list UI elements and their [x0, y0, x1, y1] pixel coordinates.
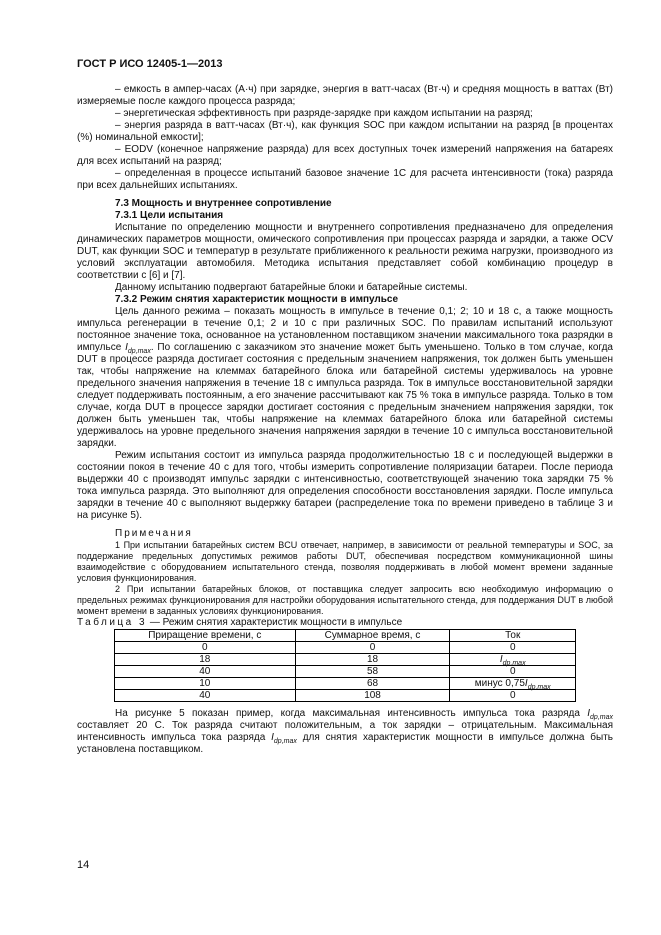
table-header-cell: Суммарное время, с — [295, 630, 450, 642]
table-cell: 0 — [295, 642, 450, 654]
table-header-cell: Приращение времени, с — [115, 630, 296, 642]
paragraph: Испытание по определению мощности и внутреннего сопротивления предназначено для определения динамических параметров мощности, омического сопротивления при процессах разряда и зарядки, а также OCV DUT, как функции SOC и температур в результате приближенного к реальности режима нагрузки, производного из условий эксплуатации автомобиля. Методика испытания представляет собой комбинацию процедур в соответствии с [6] и [7]. — [77, 222, 613, 281]
section-heading-7-3: 7.3 Мощность и внутреннее сопротивление — [115, 198, 332, 209]
paragraph: Режим испытания состоит из импульса разряда продолжительностью 18 с и последующей выдержки в состоянии покоя в течение 40 с для того, чтобы измерить сопротивление поляризации батареи. После периода выдержки 40 с производят импульс зарядки с интенсивностью, соответствующей значению тока зарядки 75 % тока импульса разряда. Это выполняют для определения способности восстановления зарядки. После импульса зарядки в течение 40 с выполняют выдержку батареи (распределение тока по времени приведено в таблице 3 и на рисунке 5). — [77, 450, 613, 521]
table-cell: 40 — [115, 666, 296, 678]
table-caption: Таблица 3 — Режим снятия характеристик мощности в импульсе — [77, 617, 403, 628]
page-number: 14 — [77, 859, 90, 871]
table-row — [115, 666, 576, 678]
table-cell: 18 — [295, 654, 450, 666]
document-header: ГОСТ Р ИСО 12405-1—2013 — [77, 58, 223, 70]
table-cell: 40 — [115, 690, 296, 702]
table-cell: 0 — [115, 642, 296, 654]
section-heading-7-3-1: 7.3.1 Цели испытания — [115, 210, 224, 221]
bullet-item: – EODV (конечное напряжение разряда) для всех доступных точек измерений напряжения на батареях для всех испытаний на разряд; — [77, 144, 613, 167]
paragraph: Цель данного режима – показать мощность в импульсе в течение 0,1; 2; 10 и 18 с, а также мощность импульса регенерации в течение 0,1; 2 и 10 с при различных SOC. По правилам испытаний используют постоянное значение тока, основанное на установленном поставщиком значении максимального тока разрядки в импульсе $I_{dp,max}$. По соглашению с заказчиком это значение может быть уменьшено. Только в том случае, когда DUT в процессе разряда достигает состояния с предельным значением напряжения, ток должен быть уменьшен так, чтобы напряжение на клеммах батарейного блока или батарейной системы удерживалось на уровне предельного значения напряжения в течение 18 с импульса разряда. Ток в импульсе восстановительной зарядки следует поддерживать постоянным, а его значение рассчитывают как 75 % тока в импульсе разряда. Только в том случае, когда DUT в процессе зарядки достигает состояния с предельным значением напряжения зарядки, ток должен быть уменьшен так, чтобы напряжение на клеммах батарейного блока или батарейной системы удерживалось на уровне предельного значения напряжения зарядки в течение 10 с импульса восстановительной зарядки. — [77, 306, 613, 449]
table-cell: 58 — [295, 666, 450, 678]
bullet-item: – энергия разряда в ватт-часах (Вт·ч), как функция SOC при каждом испытании на разряд [в процентах (%) номинальной емкости]; — [77, 120, 613, 143]
pulse-table — [114, 629, 576, 702]
note-2: 2 При испытании батарейных блоков, от поставщика следует запросить всю необходимую информацию о предельных режимах функционирования для настройки оборудования испытательного стенда, для поддержания DUT в любой момент времени в заданных условиях функционирования. — [77, 584, 613, 616]
paragraph: На рисунке 5 показан пример, когда максимальная интенсивность импульса тока разряда $I_{dp,max}$ составляет 20 С. Ток разряда считают положительным, а ток зарядки – отрицательным. Максимальная интенсивность импульса тока разряда $I_{dp,max}$ для снятия характеристик мощности в импульсе должна быть установлена поставщиком. — [77, 708, 613, 755]
table-cell: 10 — [115, 678, 296, 690]
table-header-cell: Ток — [450, 630, 576, 642]
table-cell: 68 — [295, 678, 450, 690]
note-1: 1 При испытании батарейных систем BCU отвечает, например, в зависимости от реальной температуры и SOC, за поддержание предельных допустимых режимов работы DUT, обеспечивая посредством коммуникационной шины взаимодействие с оборудованием испытательного стенда, позволяя поддерживать в любой момент времени заданные условия функционирования. — [77, 540, 613, 583]
table-cell: 0 — [450, 642, 576, 654]
table-header-row — [115, 630, 576, 642]
document-body — [77, 84, 613, 756]
bullet-item: – энергетическая эффективность при разряде-зарядке при каждом испытании на разряд; — [115, 108, 533, 119]
table-cell: 0 — [450, 690, 576, 702]
table-row — [115, 654, 576, 666]
bullet-item: – емкость в ампер-часах (А·ч) при зарядке, энергия в ватт-часах (Вт·ч) и средняя мощность в ваттах (Вт) измеряемые после каждого процесса разряда; — [77, 84, 613, 107]
table-row — [115, 642, 576, 654]
section-heading-7-3-2: 7.3.2 Режим снятия характеристик мощности в импульсе — [115, 294, 399, 305]
table-cell: $I_{dp,max}$ — [450, 654, 576, 666]
table-cell: 18 — [115, 654, 296, 666]
bullet-item: – определенная в процессе испытаний базовое значение 1C для расчета интенсивности (тока) разряда при всех дальнейших испытаниях. — [77, 168, 613, 191]
table-row — [115, 678, 576, 690]
table-cell: минус $0,75I_{dp,max}$ — [450, 678, 576, 690]
table-cell: 0 — [450, 666, 576, 678]
paragraph: Данному испытанию подвергают батарейные блоки и батарейные системы. — [115, 282, 468, 293]
table-cell: 108 — [295, 690, 450, 702]
table-row — [115, 690, 576, 702]
notes-heading: Примечания — [115, 528, 193, 539]
